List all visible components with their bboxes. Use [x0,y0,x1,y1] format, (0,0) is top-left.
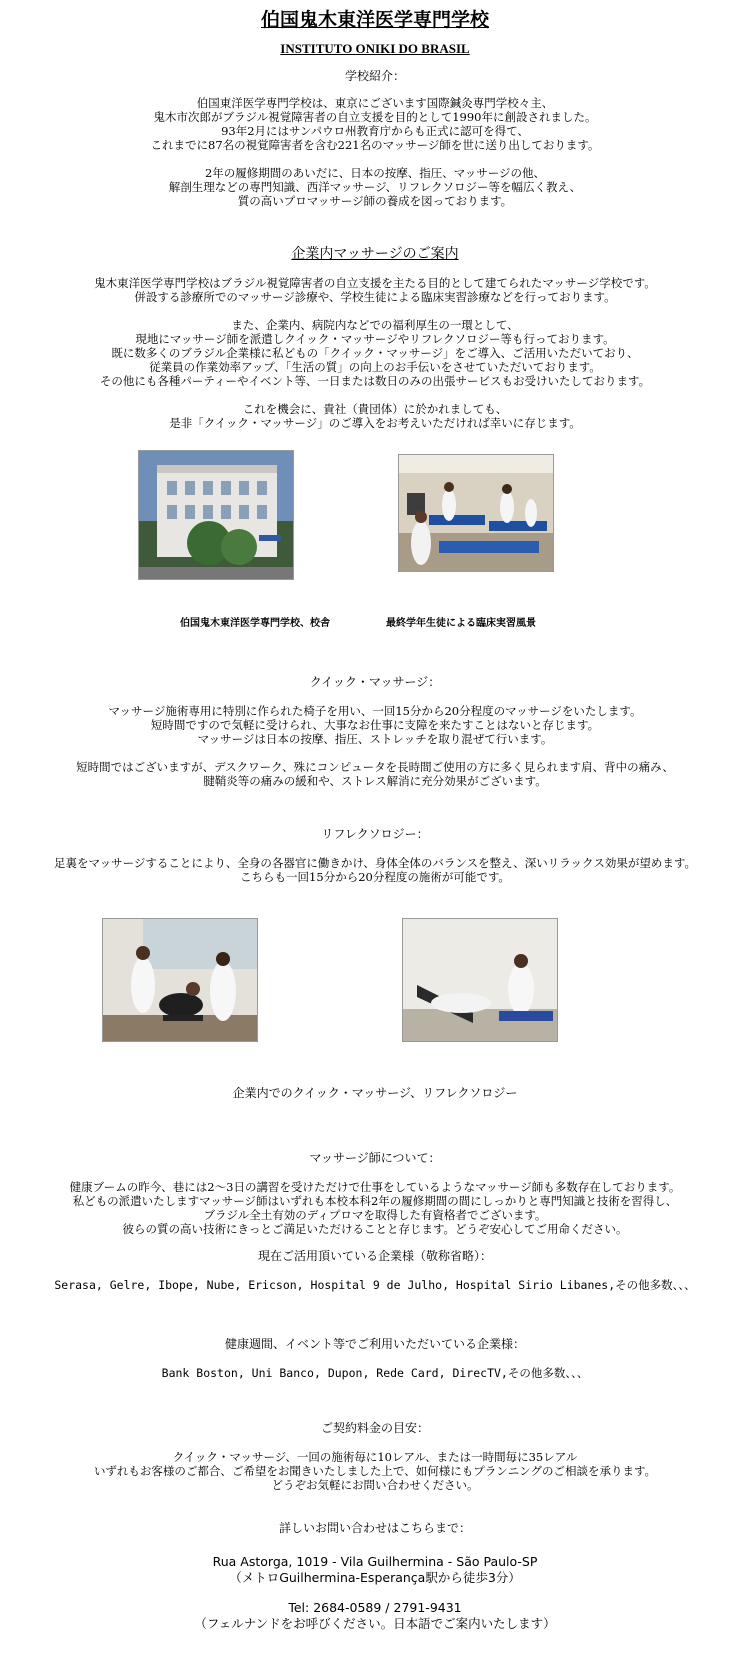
text-line: 短時間ではございますが、デスクワーク、殊にコンピュータを長時間ご使用の方に多く見られます肩、背中の痛み、 [76,760,674,774]
text-line: 是非「クイック・マッサージ」のご導入をお考えいただければ幸いに存じます。 [169,416,581,430]
school-building-photo [138,450,294,580]
text-line: マッサージ施術専用に特別に作られた椅子を用い、一回15分から20分程度のマッサージをいたします。 [108,704,642,718]
text-line: 健康ブームの昨今、巷には2～3日の講習を受けただけで仕事をしているようなマッサージ師も多数存在しております。 [69,1180,681,1194]
text-line: 2年の履修期間のあいだに、日本の按摩、指圧、マッサージの他、 [204,166,546,180]
clients-list: Serasa, Gelre, Ibope, Nube, Ericson, Hospital 9 de Julho, Hospital Sirio Libanes,その他多数、、、 [54,1278,696,1292]
phone-text: Tel: 2684-0589 / 2791-9431 [288,1600,462,1615]
photo-captions-1 [0,614,750,628]
text-line: その他にも各種パーティーやイベント等、一日または数日のみの出張サービスもお受けいたしております。 [99,374,651,388]
contact-address-block [0,1554,750,1586]
text-line: 93年2月にはサンパウロ州教育庁からも正式に認可を得て、 [221,124,529,138]
therapists-paragraph [0,1180,750,1236]
quick-massage-heading: クイック・マッサージ： [309,675,441,689]
corporate-heading: 企業内マッサージのご案内 [291,246,459,262]
contact-phone-block [0,1600,750,1632]
massage-photos-caption: 企業内でのクイック・マッサージ、リフレクソロジー [232,1086,518,1100]
quick-massage-paragraph-1 [0,704,750,746]
text-line: 私どもの派遣いたしますマッサージ師はいずれも本校本科2年の履修期間の間にしっかりと専門知識と技術を習得し、 [72,1194,678,1208]
access-text: （メトロGuilhermina-Esperança駅から徒歩3分） [229,1570,521,1585]
photo-row-2 [0,918,750,1042]
school-name-portuguese: INSTITUTO ONIKI DO BRASIL [280,41,470,56]
corporate-paragraph-1 [0,276,750,304]
text-line: 併設する診療所でのマッサージ診療や、学校生徒による臨床実習診療などを行っております。 [134,290,616,304]
text-line: 従業員の作業効率アップ、「生活の質」の向上のお手伝いをさせていただいております。 [149,360,601,374]
text-line: 解剖生理などの専門知識、西洋マッサージ、リフレクソロジー等を幅広く教え、 [168,180,582,194]
pricing-heading: ご契約料金の目安： [320,1421,429,1435]
text-line: ブラジル全土有効のディプロマを取得した有資格者でございます。 [203,1208,547,1222]
text-line: 既に数多くのブラジル企業様に私どもの「クイック・マッサージ」をご導入、ご活用いただいており、 [111,346,639,360]
clinical-practice-caption: 最終学年生徒による臨床実習風景 [386,618,536,629]
text-line: 足裏をマッサージすることにより、全身の各器官に働きかけ、身体全体のバランスを整え、深いリラックス効果が望めます。 [54,856,696,870]
intro-paragraph-2 [0,166,750,208]
quick-massage-paragraph-2 [0,760,750,788]
phone-note: （フェルナンドをお呼びください。日本語でご案内いたします） [194,1616,556,1631]
intro-heading: 学校紹介： [344,69,405,83]
photo-row-1 [0,450,750,580]
text-line: 伯国東洋医学専門学校は、東京にございます国際鍼灸専門学校々主、 [196,96,554,110]
school-building-caption: 伯国鬼木東洋医学専門学校、校舎 [180,618,330,629]
therapists-heading: マッサージ師について： [309,1151,441,1165]
text-line: 鬼木東洋医学専門学校はブラジル視覚障害者の自立支援を主たる目的として建てられたマッサージ学校です。 [94,276,656,290]
text-line: 腱鞘炎等の痛みの緩和や、ストレス解消に充分効果がございます。 [203,774,547,788]
text-line: クイック・マッサージ、一回の施術毎に10レアル、または一時間毎に35レアル [172,1450,578,1464]
reflexology-photo [402,918,558,1042]
text-line: いずれもお客様のご都合、ご希望をお聞きいたしました上で、如何様にもプランニングのご相談を承ります。 [93,1464,657,1478]
text-line: こちらも一回15分から20分程度の施術が可能です。 [240,870,510,884]
pricing-paragraph [0,1450,750,1492]
page-title: 伯国鬼木東洋医学専門学校 [260,9,489,31]
corporate-paragraph-3 [0,402,750,430]
reflexology-paragraph [0,856,750,884]
events-clients-list: Bank Boston, Uni Banco, Dupon, Rede Card, DirecTV,その他多数、、、 [161,1366,589,1380]
contact-heading: 詳しいお問い合わせはこちらまで： [278,1521,471,1535]
text-line: また、企業内、病院内などでの福利厚生の一環として、 [231,318,519,332]
text-line: どうぞお気軽にお問い合わせください。 [271,1478,479,1492]
quick-massage-photo [102,918,258,1042]
text-line: 鬼木市次郎がブラジル視覚障害者の自立支援を目的として1990年に創設されました。 [153,110,597,124]
clinical-practice-photo [398,454,554,572]
text-line: 現地にマッサージ師を派遣しクイック・マッサージやリフレクソロジー等も行っております。 [135,332,615,346]
corporate-paragraph-2 [0,318,750,388]
text-line: 彼らの質の高い技術にきっとご満足いただけることと存じます。どうぞ安心してご用命ください。 [122,1222,628,1236]
text-line: これまでに87名の視覚障害者を含む221名のマッサージ師を世に送り出しております。 [150,138,600,152]
text-line: 短時間ですので気軽に受けられ、大事なお仕事に支障を来たすことはないと存じます。 [150,718,600,732]
text-line: マッサージは日本の按摩、指圧、ストレッチを取り混ぜて行います。 [197,732,553,746]
events-heading: 健康週間、イベント等でご利用いただいている企業様： [224,1337,525,1351]
reflexology-heading: リフレクソロジー： [321,827,429,841]
intro-paragraph-1 [0,96,750,152]
address-text: Rua Astorga, 1019 - Vila Guilhermina - São Paulo-SP [212,1554,538,1569]
text-line: これを機会に、貴社（貴団体）に於かれましても、 [242,402,508,416]
clients-heading: 現在ご活用頂いている企業様（敬称省略）： [257,1249,492,1263]
text-line: 質の高いプロマッサージ師の養成を図っております。 [237,194,513,208]
